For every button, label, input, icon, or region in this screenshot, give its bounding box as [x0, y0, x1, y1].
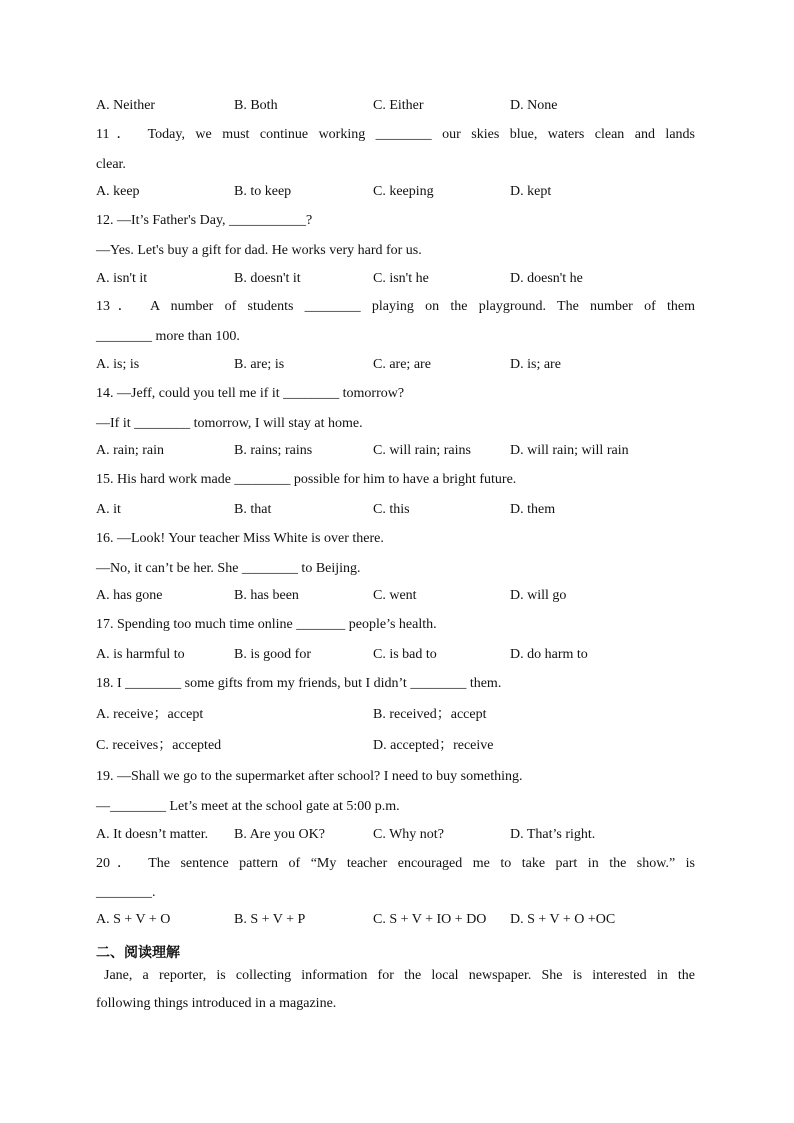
q18-option-a: A. receive；accept: [96, 707, 204, 722]
q11-options: [96, 183, 716, 201]
q16-stem-line2: —No, it can’t be her. She ________ to Beijing.: [96, 561, 361, 576]
q18-options-row1: [96, 706, 716, 724]
q12-stem-line1: 12. —It’s Father's Day, ___________?: [96, 213, 313, 228]
q13-option-c: C. are; are: [373, 357, 431, 372]
q16-option-d: D. will go: [510, 588, 567, 603]
q10-option-a: A. Neither: [96, 98, 156, 113]
q19-options: [96, 826, 716, 844]
q18-options-row2: [96, 737, 716, 755]
q18-stem-line1: 18. I ________ some gifts from my friends, but I didn’t ________ them.: [96, 676, 502, 691]
q19-option-d: D. That’s right.: [510, 827, 596, 842]
q15-options: [96, 501, 716, 519]
q20-stem-line1: 20． The sentence pattern of “My teacher encouraged me to take part in the show.” is: [96, 856, 695, 871]
q16-option-b: B. has been: [234, 588, 299, 603]
q16-stem-line1: 16. —Look! Your teacher Miss White is over there.: [96, 531, 384, 546]
section-title: 二、阅读理解: [96, 945, 180, 961]
q18-option-b: B. received；accept: [373, 707, 487, 722]
q12-options: [96, 270, 716, 288]
q15-option-b: B. that: [234, 502, 272, 517]
q19-option-b: B. Are you OK?: [234, 827, 325, 842]
q15-stem-line1: 15. His hard work made ________ possible for him to have a bright future.: [96, 472, 517, 487]
q11-option-a: A. keep: [96, 184, 140, 199]
q14-stem-line1: 14. —Jeff, could you tell me if it ________ tomorrow?: [96, 386, 405, 401]
q14-option-c: C. will rain; rains: [373, 443, 471, 458]
q12-stem-line2: —Yes. Let's buy a gift for dad. He works very hard for us.: [96, 243, 422, 258]
q19-stem-line2: —________ Let’s meet at the school gate at 5:00 p.m.: [96, 799, 400, 814]
q19-option-c: C. Why not?: [373, 827, 444, 842]
q15-option-c: C. this: [373, 502, 410, 517]
q13-stem-line2: ________ more than 100.: [96, 329, 240, 344]
q14-option-d: D. will rain; will rain: [510, 443, 629, 458]
q14-option-b: B. rains; rains: [234, 443, 313, 458]
q16-option-c: C. went: [373, 588, 417, 603]
q13-option-b: B. are; is: [234, 357, 285, 372]
q20-stem-line2: ________.: [96, 885, 156, 900]
q11-stem-line2: clear.: [96, 157, 126, 172]
q19-stem-line1: 19. —Shall we go to the supermarket after school? I need to buy something.: [96, 769, 523, 784]
q17-option-a: A. is harmful to: [96, 647, 185, 662]
q12-option-b: B. doesn't it: [234, 271, 301, 286]
q10-option-c: C. Either: [373, 98, 424, 113]
q15-option-a: A. it: [96, 502, 121, 517]
q14-option-a: A. rain; rain: [96, 443, 165, 458]
q17-option-d: D. do harm to: [510, 647, 588, 662]
q18-option-d: D. accepted；receive: [373, 738, 494, 753]
q20-option-d: D. S + V + O +OC: [510, 912, 616, 927]
q13-stem-line1: 13． A number of students ________ playing on the playground. The number of them: [96, 299, 695, 314]
q20-option-a: A. S + V + O: [96, 912, 171, 927]
section-heading: [96, 944, 180, 963]
q11-stem-line1: 11． Today, we must continue working ________ our skies blue, waters clean and lands: [96, 127, 695, 142]
q18-option-c: C. receives；accepted: [96, 738, 222, 753]
q17-stem-line1: 17. Spending too much time online _______ people’s health.: [96, 617, 437, 632]
q12-option-d: D. doesn't he: [510, 271, 583, 286]
q17-options: [96, 646, 716, 664]
q12-option-a: A. isn't it: [96, 271, 148, 286]
q20-options: [96, 911, 716, 929]
q17-option-b: B. is good for: [234, 647, 311, 662]
reading-intro-line1: Jane, a reporter, is collecting information for the local newspaper. She is interested in the: [104, 968, 695, 983]
q14-options: [96, 442, 716, 460]
q16-option-a: A. has gone: [96, 588, 163, 603]
q10-option-b: B. Both: [234, 98, 278, 113]
q11-option-c: C. keeping: [373, 184, 434, 199]
q12-option-c: C. isn't he: [373, 271, 429, 286]
q17-option-c: C. is bad to: [373, 647, 437, 662]
q13-options: [96, 356, 716, 374]
q11-option-d: D. kept: [510, 184, 552, 199]
q13-option-a: A. is; is: [96, 357, 140, 372]
q10-options: [96, 97, 716, 115]
q13-option-d: D. is; are: [510, 357, 561, 372]
reading-intro-line2: following things introduced in a magazine.: [96, 996, 337, 1011]
q20-option-b: B. S + V + P: [234, 912, 306, 927]
q11-option-b: B. to keep: [234, 184, 292, 199]
q14-stem-line2: —If it ________ tomorrow, I will stay at home.: [96, 416, 363, 431]
q20-option-c: C. S + V + IO + DO: [373, 912, 487, 927]
q16-options: [96, 587, 716, 605]
q19-option-a: A. It doesn’t matter.: [96, 827, 209, 842]
q10-option-d: D. None: [510, 98, 558, 113]
q15-option-d: D. them: [510, 502, 556, 517]
